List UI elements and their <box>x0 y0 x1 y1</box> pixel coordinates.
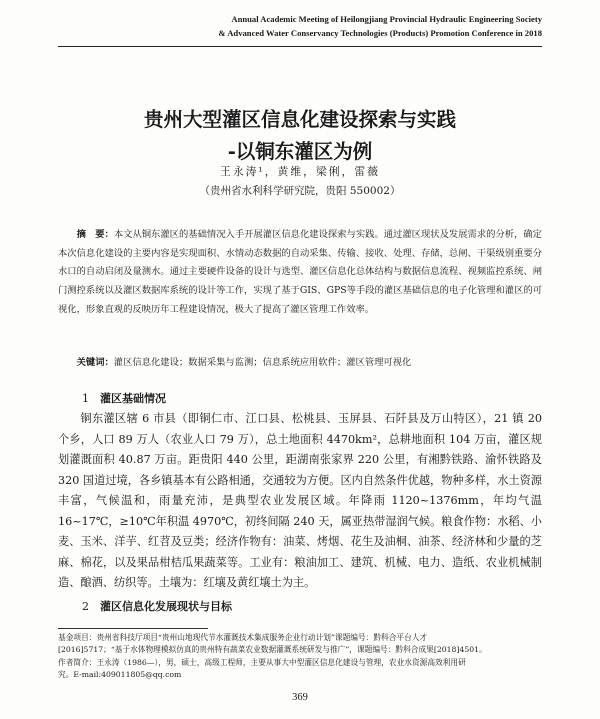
paper-title-line-1: 贵州大型灌区信息化建设探索与实践 <box>143 108 456 131</box>
running-header <box>218 12 542 40</box>
abstract <box>58 226 542 320</box>
section-heading-1 <box>82 390 166 406</box>
header-rule <box>58 46 542 47</box>
footnote-line: 作者简介：王永涛（1986—），男，硕士，高级工程师，主要从事大中型灌区信息化建设与管理，农业水资源高效利用研 <box>58 657 466 667</box>
keywords <box>58 354 542 372</box>
footnote-line: 究。E-mail:409011805@qq.com <box>58 670 182 680</box>
section-title: 灌区信息化发展现状与目标 <box>100 600 232 613</box>
keywords-text: 灌区信息化建设；数据采集与监测；信息系统应用软件；灌区管理可视化 <box>113 357 412 368</box>
section-number: 2 <box>82 600 89 613</box>
body-paragraph-1: 铜东灌区辖 6 市县（即铜仁市、江口县、松桃县、玉屏县、石阡县及万山特区），21 镇 20 个乡，人口 89 万人（农业人口 79 万），总土地面积 4470km²，总耕地面积 104 万亩，灌区规划灌溉面积 40.87 万亩。距贵阳 440 公里，距湖南张家界 220 公里，有湘黔铁路、渝怀铁路及 320 国道过境，各乡镇基本有公路相通，交通较为方便。区内自然条件优越，物种多样，水土资源丰富，气候温和，雨量充沛，是典型农业发展区域。年降雨 1120~1376mm，年均气温 16~17℃，≥10℃年积温 4970℃，初终间隔 240 天，属亚热带湿润气候。粮食作物：水稻、小麦、玉米、洋芋、红苕及豆类；经济作物有：油菜、烤烟、花生及油桐、油茶、经济林和少量的芝麻、棉花，以及果品柑桔瓜果蔬菜等。工业有：粮油加工、建筑、机械、电力、造纸、农业机械制造、酿酒、纺织等。土壤为：红壤及黄红壤土为主。 <box>58 412 542 589</box>
abstract-label: 摘 要： <box>76 229 114 240</box>
header-line-2: & Advanced Water Conservancy Technologies (Products) Promotion Conference in 2018 <box>218 28 542 38</box>
footnote-line: 基金项目：贵州省科技厅项目“贵州山地现代节水灌溉技术集成服务企业行动计划”课题编号：黔科合平台人才 <box>58 633 428 642</box>
abstract-text: 本文从铜东灌区的基础情况入手开展灌区信息化建设探索与实践。通过灌区现状及发展需求的分析，确定本次信息化建设的主要内容是实现面积、水情动态数据的自动采集、传输、接收、处理、存储，总闸、干渠级别重要分水口的自动启闭及量测水。通过主要硬件设备的设计与选型、灌区信息化总体结构与数据信息流程、视频监控系统、闸门测控系统以及灌区数据库系统的设计等工作，实现了基于GIS、GPS等手段的灌区基础信息的电子化管理和灌区的可视化，形象直观的反映历年工程建设情况，极大了提高了灌区管理工作效率。 <box>58 229 542 315</box>
footnote-line: [2016]5717；“基于水体物理模拟仿真的贵州特有蔬菜农业数据灌溉系统研发与推广”，课题编号：黔科合成果[2018]4501。 <box>58 645 487 655</box>
section-number: 1 <box>82 392 89 405</box>
section-heading-2 <box>82 598 232 614</box>
section-title: 灌区基础情况 <box>100 392 166 405</box>
header-line-1: Annual Academic Meeting of Heilongjiang Provincial Hydraulic Engineering Society <box>231 14 542 24</box>
footnotes <box>58 632 542 682</box>
footnote-rule <box>58 628 208 629</box>
affiliation: （贵州省水利科学研究院，贵阳 550002） <box>199 185 401 197</box>
paper-title-line-2: -以铜东灌区为例 <box>227 140 373 163</box>
page-number: 369 <box>292 692 308 703</box>
authors: 王永涛¹，黄维，梁俐，雷薇 <box>220 165 380 178</box>
keywords-label: 关键词： <box>76 357 114 368</box>
